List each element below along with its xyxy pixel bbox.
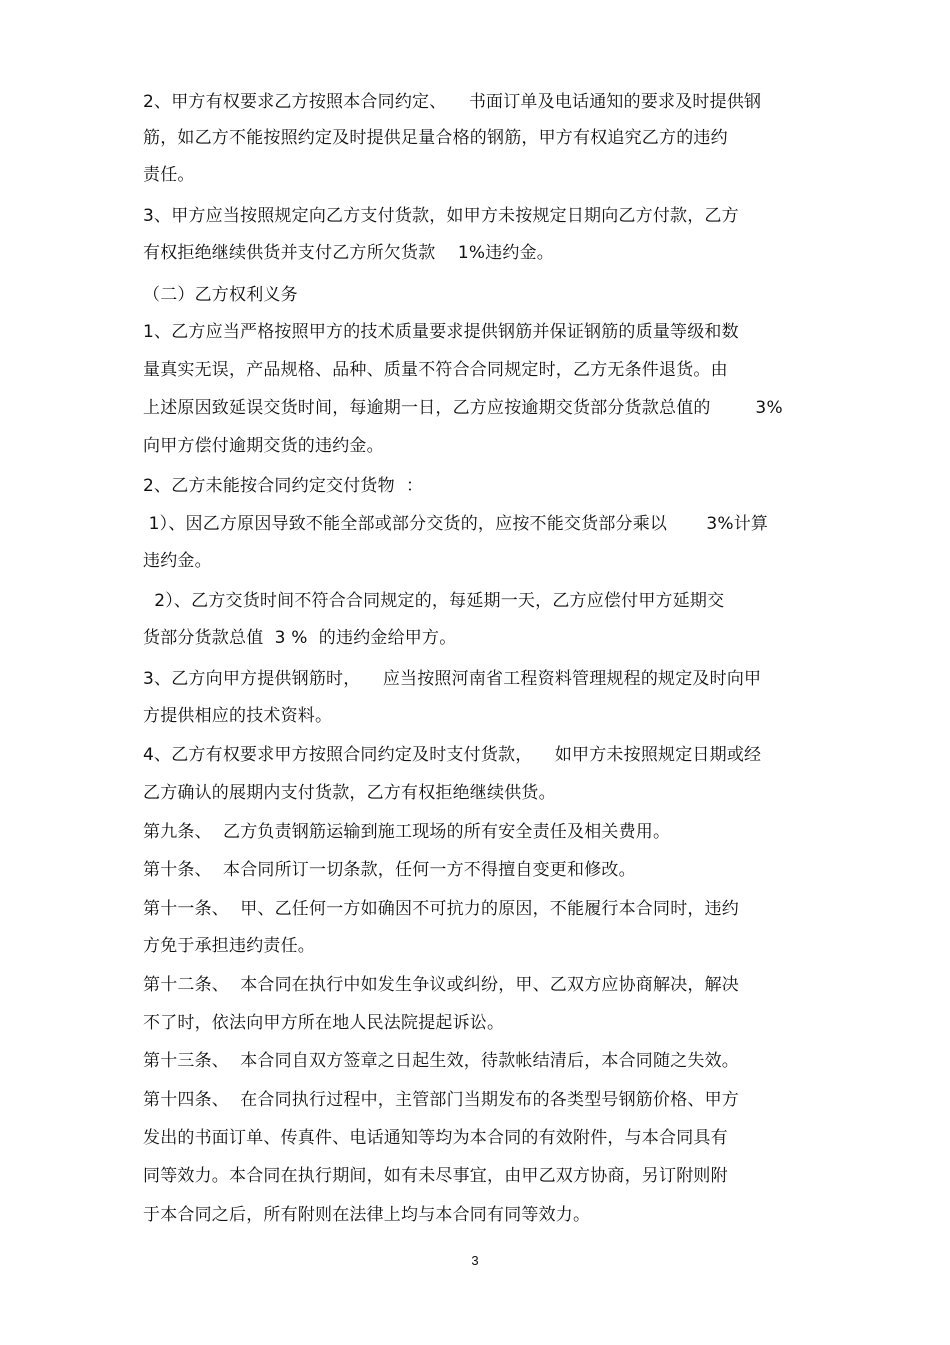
text-line: 货部分货款总值 3 % 的违约金给甲方。 [143, 628, 457, 648]
text-line: 4、乙方有权要求甲方按照合同约定及时支付货款， 如甲方未按照规定日期或经 [143, 745, 762, 765]
text-line: 第十四条、 在合同执行过程中，主管部门当期发布的各类型号钢筋价格、甲方 [143, 1090, 740, 1110]
text-line: 方免于承担违约责任。 [143, 936, 315, 956]
text-line: 第十二条、 本合同在执行中如发生争议或纠纷，甲、乙双方应协商解决，解决 [143, 975, 740, 995]
text-line: 2）、乙方交货时间不符合合同规定的，每延期一天，乙方应偿付甲方延期交 [143, 591, 725, 611]
text-line: 发出的书面订单、传真件、电话通知等均为本合同的有效附件，与本合同具有 [143, 1128, 728, 1148]
text-line: 有权拒绝继续供货并支付乙方所欠货款 1%违约金。 [143, 243, 554, 263]
text-line: 责任。 [143, 165, 195, 185]
text-line: 乙方确认的展期内支付货款，乙方有权拒绝继续供货。 [143, 783, 556, 803]
text-line: 3、甲方应当按照规定向乙方支付货款，如甲方未按规定日期向乙方付款，乙方 [143, 206, 739, 226]
text-line: 第十条、 本合同所订一切条款，任何一方不得擅自变更和修改。 [143, 860, 636, 880]
page-number: 3 [471, 1253, 479, 1268]
section-heading: （二）乙方权利义务 [143, 285, 298, 305]
text-line: 向甲方偿付逾期交货的违约金。 [143, 436, 384, 456]
text-line: 1、乙方应当严格按照甲方的技术质量要求提供钢筋并保证钢筋的质量等级和数 [143, 322, 739, 342]
text-line: 第九条、 乙方负责钢筋运输到施工现场的所有安全责任及相关费用。 [143, 822, 671, 842]
text-line: 2、甲方有权要求乙方按照本合同约定、 书面订单及电话通知的要求及时提供钢 [143, 92, 762, 112]
text-line: 同等效力。本合同在执行期间，如有未尽事宜，由甲乙双方协商，另订附则附 [143, 1166, 728, 1186]
text-line: 第十三条、 本合同自双方签章之日起生效，待款帐结清后，本合同随之失效。 [143, 1051, 740, 1071]
text-line: 量真实无误，产品规格、品种、质量不符合合同规定时，乙方无条件退货。由 [143, 360, 728, 380]
text-line: 第十一条、 甲、乙任何一方如确因不可抗力的原因，不能履行本合同时，违约 [143, 899, 740, 919]
text-line: 3、乙方向甲方提供钢筋时， 应当按照河南省工程资料管理规程的规定及时向甲 [143, 669, 762, 689]
text-line: 方提供相应的技术资料。 [143, 706, 333, 726]
text-line: 于本合同之后，所有附则在法律上均与本合同有同等效力。 [143, 1205, 591, 1225]
text-line: 违约金。 [143, 551, 212, 571]
text-line: 筋，如乙方不能按照约定及时提供足量合格的钢筋，甲方有权追究乙方的违约 [143, 128, 728, 148]
text-line: 不了时，依法向甲方所在地人民法院提起诉讼。 [143, 1013, 505, 1033]
text-line: 1）、因乙方原因导致不能全部或部分交货的，应按不能交货部分乘以 3%计算 [143, 514, 769, 534]
text-line: 2、乙方未能按合同约定交付货物 ： [143, 476, 424, 496]
text-line: 上述原因致延误交货时间，每逾期一日，乙方应按逾期交货部分货款总值的 3% [143, 398, 783, 418]
